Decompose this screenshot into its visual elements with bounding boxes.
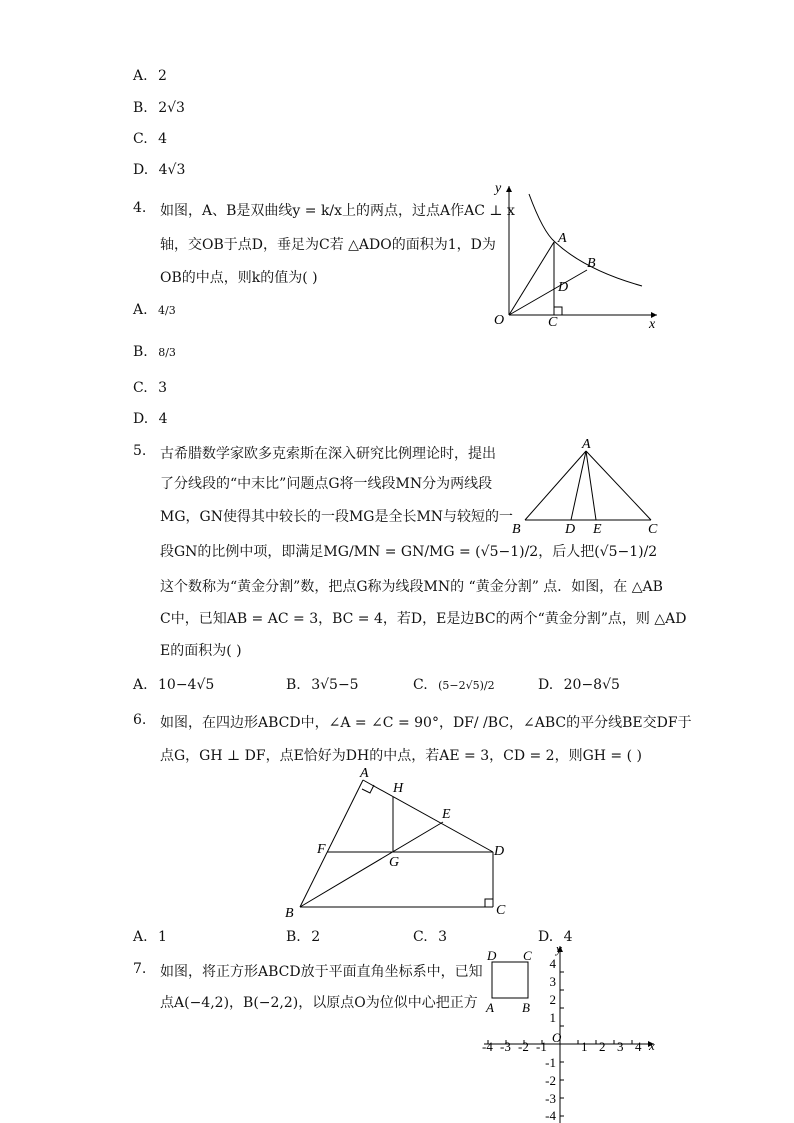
x-tick: 2 bbox=[599, 1039, 606, 1054]
option-label: D. bbox=[133, 162, 149, 178]
label-a: A bbox=[558, 231, 567, 246]
option-label: C. bbox=[133, 380, 148, 396]
option-value: 3 bbox=[158, 380, 168, 396]
label-h: H bbox=[393, 781, 404, 796]
option-label: C. bbox=[133, 131, 148, 147]
option-value: 8/3 bbox=[158, 346, 176, 359]
option-value: 3 bbox=[438, 929, 448, 945]
q6-option-a bbox=[133, 929, 167, 945]
q5-option-a bbox=[133, 677, 214, 693]
option-value: 10−4√5 bbox=[158, 677, 215, 693]
y-tick: 3 bbox=[549, 974, 556, 989]
option-value: 4√3 bbox=[158, 162, 186, 178]
option-label: A. bbox=[133, 929, 148, 945]
q5-option-b bbox=[286, 677, 359, 693]
label-x: x bbox=[649, 317, 656, 330]
label-a: A bbox=[360, 766, 369, 781]
q4-option-b bbox=[133, 344, 176, 360]
option-label: B. bbox=[133, 100, 148, 116]
q4-stem-line-1: 如图，A、B是双曲线y = k/x上的两点，过点A作AC ⊥ x bbox=[160, 203, 515, 219]
y-tick: -3 bbox=[545, 1091, 556, 1106]
label-c: C bbox=[523, 948, 532, 963]
q4-stem-line-3: OB的中点，则k的值为( ) bbox=[160, 270, 318, 286]
option-value: 4 bbox=[563, 929, 573, 945]
label-o: O bbox=[494, 313, 505, 328]
q4-stem-line-2: 轴，交OB于点D，垂足为C若 △ADO的面积为1，D为 bbox=[160, 237, 496, 253]
label-b: B bbox=[522, 1000, 530, 1015]
x-tick: -4 bbox=[482, 1039, 493, 1054]
q5-stem-line-5: 这个数称为“黄金分割”数，把点G称为线段MN的 “黄金分割” 点．如图，在 △AB bbox=[160, 579, 663, 595]
label-d: D bbox=[565, 522, 576, 537]
q5-figure bbox=[508, 433, 668, 538]
label-e: E bbox=[593, 522, 602, 537]
option-value: 2√3 bbox=[158, 100, 185, 116]
label-y: y bbox=[556, 941, 562, 956]
option-label: B. bbox=[286, 929, 301, 945]
q5-stem-line-1: 古希腊数学家欧多克索斯在深入研究比例理论时，提出 bbox=[160, 446, 496, 462]
q5-stem-line-7: E的面积为( ) bbox=[160, 643, 242, 659]
q5-stem-line-2: 了分线段的“中末比”问题点G将一线段MN分为两线段 bbox=[160, 476, 493, 492]
label-c: C bbox=[648, 522, 658, 537]
option-label: A. bbox=[133, 302, 148, 318]
option-label: B. bbox=[133, 344, 148, 360]
q5-stem-line-4: 段GN的比例中项，即满足MG/MN = GN/MG = (√5−1)/2，后人把(√5−1)/2 bbox=[160, 544, 658, 560]
q3-option-c bbox=[133, 131, 167, 147]
q7-stem-line-1: 如图，将正方形ABCD放于平面直角坐标系中，已知 bbox=[160, 964, 483, 980]
label-o: O bbox=[552, 1030, 562, 1045]
q4-option-c bbox=[133, 380, 167, 396]
x-tick: -3 bbox=[500, 1039, 511, 1054]
y-tick: 2 bbox=[549, 992, 556, 1007]
option-value: 4/3 bbox=[158, 304, 176, 317]
q6-option-b bbox=[286, 929, 320, 945]
option-value: 4 bbox=[158, 411, 168, 427]
option-label: D. bbox=[133, 411, 149, 427]
label-b: B bbox=[512, 522, 521, 537]
label-d: D bbox=[494, 844, 505, 859]
option-label: A. bbox=[133, 677, 148, 693]
option-value: 20−8√5 bbox=[563, 677, 620, 693]
q4-number: 4. bbox=[133, 200, 147, 216]
q5-stem-line-6: C中，已知AB = AC = 3，BC = 4，若D，E是边BC的两个“黄金分割”点，则 △AD bbox=[160, 611, 687, 627]
q3-option-d bbox=[133, 162, 185, 178]
option-label: C. bbox=[413, 677, 428, 693]
option-label: C. bbox=[413, 929, 428, 945]
q7-stem-line-2: 点A(−4,2)，B(−2,2)，以原点O为位似中心把正方 bbox=[160, 995, 478, 1011]
label-e: E bbox=[442, 807, 451, 822]
y-tick: 1 bbox=[549, 1010, 556, 1025]
option-value: 2 bbox=[311, 929, 321, 945]
q6-stem-line-1: 如图，在四边形ABCD中，∠A = ∠C = 90°，DF/ /BC，∠ABC的平分线BE交DF于 bbox=[160, 715, 692, 731]
x-tick: -2 bbox=[518, 1039, 529, 1054]
x-tick: 4 bbox=[635, 1039, 642, 1054]
option-value: 2 bbox=[158, 68, 167, 84]
q4-option-a bbox=[133, 302, 176, 318]
y-tick: 4 bbox=[549, 956, 556, 971]
label-b: B bbox=[285, 906, 294, 921]
option-label: B. bbox=[286, 677, 301, 693]
q6-option-c bbox=[413, 929, 447, 945]
y-tick: -2 bbox=[545, 1073, 556, 1088]
q3-option-b bbox=[133, 100, 185, 116]
option-value: 3√5−5 bbox=[311, 677, 359, 693]
y-tick: -4 bbox=[545, 1108, 556, 1123]
q6-number: 6. bbox=[133, 712, 147, 728]
option-label: D. bbox=[538, 929, 554, 945]
option-label: D. bbox=[538, 677, 554, 693]
q3-option-a bbox=[133, 68, 167, 84]
label-g: G bbox=[389, 855, 400, 870]
x-tick: 1 bbox=[581, 1039, 588, 1054]
q5-option-c bbox=[413, 677, 495, 693]
x-tick: -1 bbox=[536, 1039, 547, 1054]
q4-figure bbox=[485, 180, 670, 330]
label-b: B bbox=[587, 256, 596, 271]
label-d: D bbox=[558, 280, 569, 295]
label-f: F bbox=[317, 842, 326, 857]
option-label: A. bbox=[133, 68, 148, 84]
option-value: 4 bbox=[158, 131, 168, 147]
q5-option-d bbox=[538, 677, 620, 693]
q5-stem-line-3: MG，GN使得其中较长的一段MG是全长MN与较短的一 bbox=[160, 509, 514, 525]
q4-option-d bbox=[133, 411, 168, 427]
q7-figure bbox=[478, 940, 668, 1123]
option-value: (5−2√5)/2 bbox=[438, 679, 495, 692]
label-c: C bbox=[548, 315, 558, 330]
q6-figure bbox=[280, 762, 515, 927]
q6-stem-line-2: 点G，GH ⊥ DF，点E恰好为DH的中点，若AE = 3，CD = 2，则GH = ( ) bbox=[160, 748, 642, 764]
option-value: 1 bbox=[158, 929, 167, 945]
q7-number: 7. bbox=[133, 961, 147, 977]
label-a: A bbox=[582, 437, 591, 452]
q5-number: 5. bbox=[133, 443, 147, 459]
x-tick: 3 bbox=[617, 1039, 624, 1054]
label-a: A bbox=[486, 1000, 494, 1015]
label-d: D bbox=[487, 948, 497, 963]
y-tick: -1 bbox=[545, 1055, 556, 1070]
label-c: C bbox=[496, 903, 506, 918]
label-y: y bbox=[495, 181, 502, 196]
label-x: x bbox=[649, 1038, 655, 1053]
